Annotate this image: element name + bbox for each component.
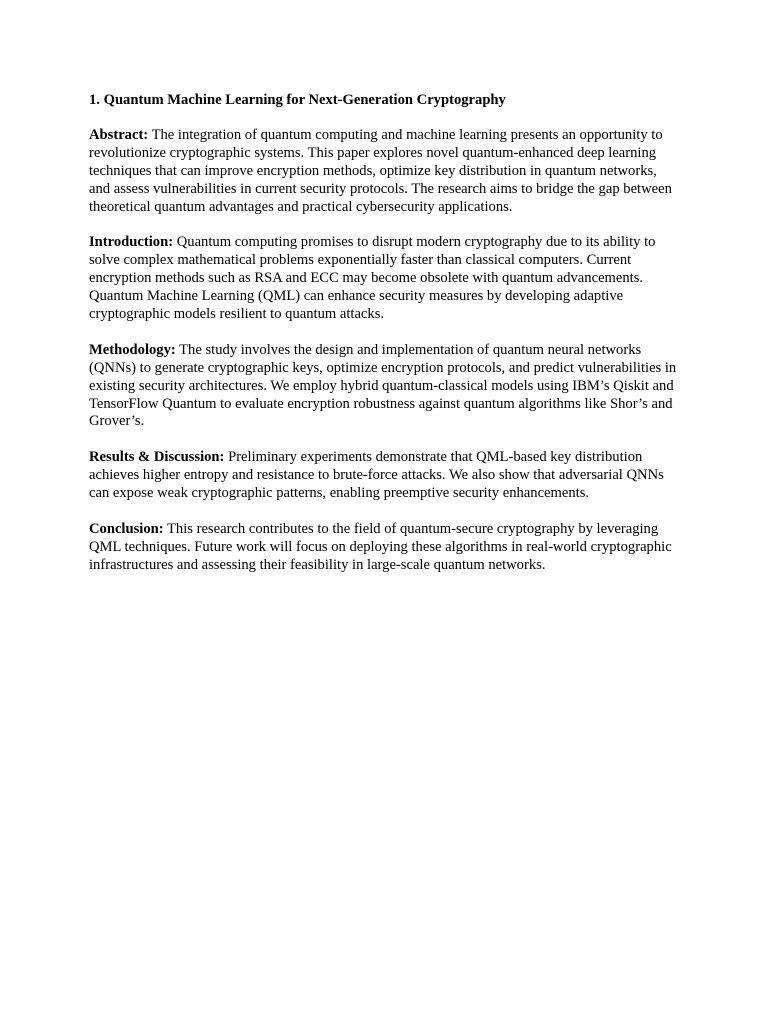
conclusion-section xyxy=(89,521,681,575)
results-discussion-section xyxy=(89,449,681,503)
abstract-label: Abstract: xyxy=(89,127,149,143)
methodology-section xyxy=(89,342,681,432)
conclusion-text: This research contributes to the field of quantum-secure cryptography by leveraging QML techniques. Future work will focus on deploying these algorithms in real-world cryptographic infrastructures and assessing their feasibility in large-scale quantum networks. xyxy=(89,520,672,573)
introduction-label: Introduction: xyxy=(89,234,174,251)
conclusion-label: Conclusion: xyxy=(89,520,164,537)
document-page xyxy=(89,91,681,592)
results-discussion-label: Results & Discussion: xyxy=(89,449,225,466)
abstract-text: The integration of quantum computing and machine learning presents an opportunity to revolutionize cryptographic systems. This paper explores novel quantum-enhanced deep learning techniques that can improve encryption methods, optimize key distribution in quantum networks, and assess vulnerabilities in current security protocols. The research aims to bridge the gap between theoretical quantum advantages and practical cybersecurity applications. xyxy=(89,127,672,215)
introduction-text: Quantum computing promises to disrupt modern cryptography due to its ability to solve complex mathematical problems exponentially faster than classical computers. Current encryption methods such as RSA and ECC may become obsolete with quantum advancements. Quantum Machine Learning (QML) can enhance security measures by developing adaptive cryptographic models resilient to quantum attacks. xyxy=(89,234,656,323)
methodology-text: The study involves the design and implementation of quantum neural networks (QNNs) to generate cryptographic keys, optimize encryption protocols, and predict vulnerabilities in existing security architectures. We employ hybrid quantum-classical models using IBM’s Qiskit and TensorFlow Quantum to evaluate encryption robustness against quantum algorithms like Shor’s and Grover’s. xyxy=(89,341,677,430)
paper-title: 1. Quantum Machine Learning for Next-Generation Cryptography xyxy=(89,92,506,108)
introduction-section xyxy=(89,234,681,324)
results-discussion-text: Preliminary experiments demonstrate that QML-based key distribution achieves higher entropy and resistance to brute-force attacks. We also show that adversarial QNNs can expose weak cryptographic patterns, enabling preemptive security enhancements. xyxy=(89,449,664,502)
methodology-label: Methodology: xyxy=(89,341,176,358)
abstract-section xyxy=(89,127,681,217)
